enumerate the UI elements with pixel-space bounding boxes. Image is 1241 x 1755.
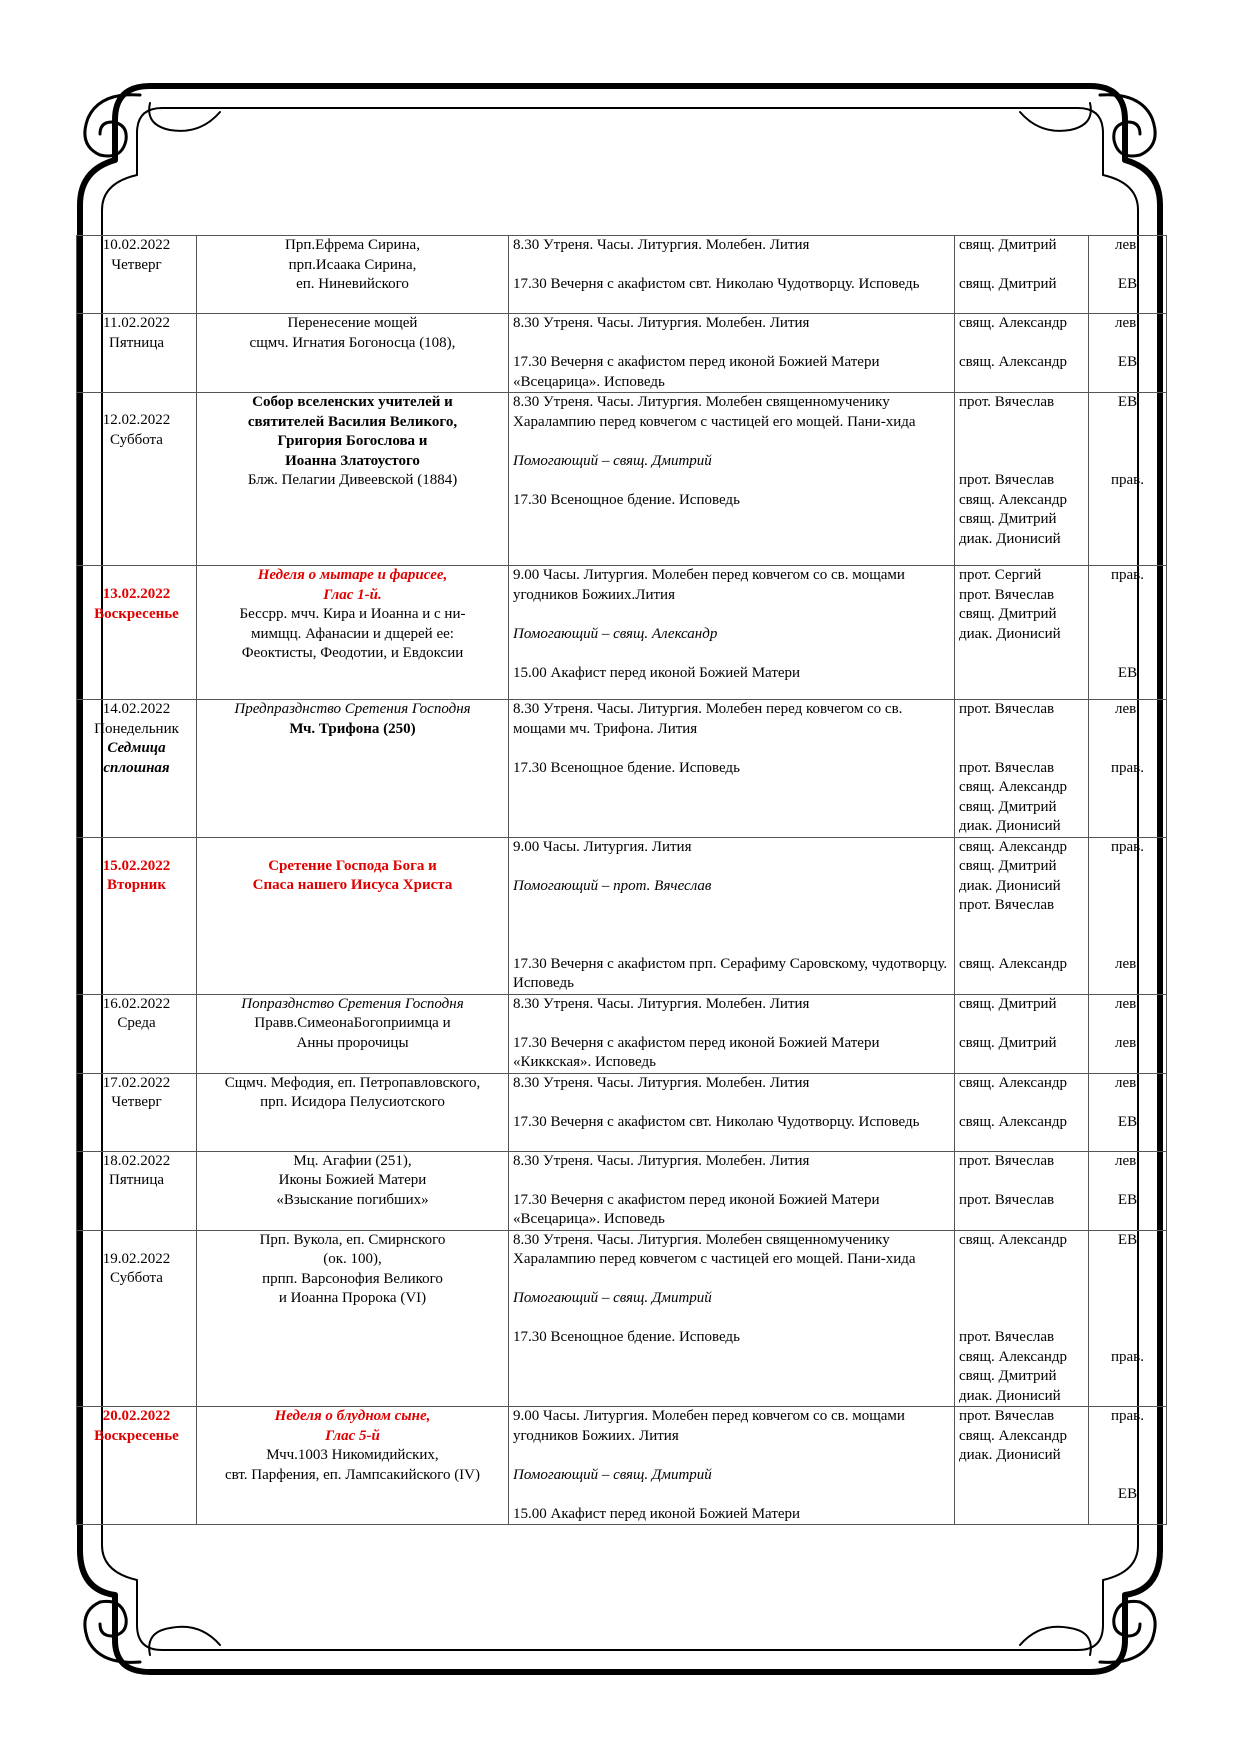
saint-line: мимщц. Афанасии и дщерей ее: [251,625,454,642]
service-text: 17.30 Вечерня с акафистом прп. Серафиму Саровскому, чудотворцу. Исповедь [513,955,948,991]
choir-label: ЕВ [1117,1231,1138,1248]
clergy-name: свящ. Александр [959,491,1068,508]
clergy-name: свящ. Дмитрий [959,276,1057,292]
saint-line: прп. Исидора Пелусиотского [260,1094,445,1110]
weekday: Вторник [107,877,166,893]
table-row [77,236,1167,314]
choir-label: лев. [1115,955,1140,972]
date: 14.02.2022 [102,701,171,717]
feast-title: Глас 5-й [325,1427,380,1444]
table-row [77,1151,1167,1230]
weekday: Среда [117,1015,156,1031]
saints-cell [197,1230,509,1407]
choir-label: ЕВ [1117,664,1138,681]
helper-note: Помогающий – свящ. Александр [513,625,718,642]
choir-label: прав. [1110,567,1145,583]
saint-line: Правв.СимеонаБогоприимца и [254,1015,451,1031]
feast-title: Григория Богослова и [277,433,428,449]
date-cell [77,236,197,314]
saint-line: и Иоанна Пророка (VI) [278,1290,427,1306]
service-text: 17.30 Вечерня с акафистом перед иконой Божией Матери «Всецарица». Исповедь [513,1191,880,1227]
clergy-name: прот. Сергий [959,567,1042,583]
clergy-cell [955,1230,1089,1407]
choir-cell [1089,393,1167,566]
clergy-cell [955,314,1089,393]
choir-label: лев. [1115,995,1140,1012]
choir-label: ЕВ [1117,1191,1138,1208]
choir-cell [1089,837,1167,994]
helper-note: Помогающий – прот. Вячеслав [513,877,712,894]
clergy-name: диак. Дионисий [959,877,1061,894]
clergy-name: свящ. Александр [959,1113,1068,1130]
saint-line: Иконы Божией Матери [278,1172,427,1188]
saints-cell [197,1407,509,1525]
saints-cell [197,700,509,838]
table-row [77,994,1167,1073]
service-text: 9.00 Часы. Литургия. Молебен перед ковчегом со св. мощами угодников Божиих.Лития [513,567,905,603]
clergy-name: свящ. Александр [959,1074,1068,1091]
clergy-name: свящ. Александр [959,1427,1068,1444]
saint-line: «Взыскание погибших» [276,1191,429,1208]
table-row [77,1230,1167,1407]
clergy-name: прот. Вячеслав [959,586,1055,603]
clergy-name: диак. Дионисий [959,1447,1061,1463]
service-text: 8.30 Утреня. Часы. Литургия. Молебен перед ковчегом со св. мощами мч. Трифона. Лития [513,701,903,737]
clergy-name: прот. Вячеслав [959,472,1055,488]
date-cell [77,1151,197,1230]
table-row [77,314,1167,393]
feast-title: Иоанна Златоустого [285,452,420,469]
feast-title: Неделя о мытаре и фарисее, [257,567,448,583]
clergy-name: свящ. Александр [959,838,1068,855]
saints-cell [197,994,509,1073]
saint-line: Мч. Трифона (250) [289,720,416,737]
date: 15.02.2022 [102,857,171,874]
clergy-name: свящ. Александр [959,1231,1068,1248]
clergy-cell [955,1407,1089,1525]
saint-line: Перенесение мощей [287,315,418,331]
choir-label: лев. [1115,237,1140,253]
clergy-name: прот. Вячеслав [959,701,1055,717]
services-cell [509,837,955,994]
weekday: Суббота [110,431,163,448]
clergy-cell [955,236,1089,314]
clergy-name: свящ. Дмитрий [959,798,1057,815]
service-text: 8.30 Утреня. Часы. Литургия. Молебен. Лития [513,315,810,331]
saint-line: Анны пророчицы [296,1034,409,1051]
date-cell [77,837,197,994]
clergy-name: прот. Вячеслав [959,394,1055,410]
table-row [77,1407,1167,1525]
choir-label: ЕВ [1117,354,1138,370]
service-text: 8.30 Утреня. Часы. Литургия. Молебен. Лития [513,1074,810,1091]
choir-cell [1089,700,1167,838]
helper-note: Помогающий – свящ. Дмитрий [513,1290,712,1306]
services-cell [509,393,955,566]
date: 11.02.2022 [103,315,170,331]
services-cell [509,236,955,314]
saint-line: Блж. Пелагии Дивеевской (1884) [247,472,458,488]
service-text: 17.30 Вечерня с акафистом перед иконой Божией Матери «Киккская». Исповедь [513,1034,880,1070]
choir-label: лев. [1115,701,1140,717]
clergy-name: свящ. Дмитрий [959,1368,1057,1384]
saint-line: Феоктисты, Феодотии, и Евдоксии [241,645,464,661]
choir-label: лев. [1115,1074,1140,1091]
weekday: Четверг [111,256,162,273]
date-cell [77,1230,197,1407]
choir-label: прав. [1110,838,1145,855]
clergy-name: прот. Вячеслав [959,759,1055,776]
clergy-name: свящ. Дмитрий [959,858,1057,874]
service-text: 8.30 Утреня. Часы. Литургия. Молебен. Лития [513,1152,810,1169]
service-text: 17.30 Вечерня с акафистом свт. Николаю Чудотворцу. Исповедь [513,276,920,292]
services-cell [509,700,955,838]
service-text: 17.30 Всенощное бдение. Исповедь [513,759,740,776]
saint-line: Мц. Агафии (251), [293,1152,412,1169]
choir-label: лев. [1115,1152,1140,1169]
weekday: Пятница [108,334,165,351]
feast-title: Спаса нашего Иисуса Христа [252,877,453,893]
helper-note: Помогающий – свящ. Дмитрий [513,1466,712,1483]
clergy-cell [955,994,1089,1073]
week-note: Седмица [107,740,166,756]
weekday: Понедельник [94,720,179,737]
saint-line: Мчч.1003 Никомидийских, [266,1447,439,1463]
clergy-name: прот. Вячеслав [959,897,1055,913]
saint-line: свт. Парфения, еп. Лампсакийского (IV) [224,1466,481,1483]
clergy-name: свящ. Александр [959,955,1068,972]
date-cell [77,994,197,1073]
date: 13.02.2022 [102,586,171,602]
saint-line: сщмч. Игнатия Богоносца (108), [249,334,456,351]
date: 16.02.2022 [102,995,171,1012]
clergy-name: свящ. Дмитрий [959,995,1057,1012]
feast-title: Неделя о блудном сыне, [274,1408,431,1424]
saint-line: прп.Исаака Сирина, [288,256,417,273]
choir-label: прав. [1110,759,1145,776]
choir-label: прав. [1110,1348,1145,1365]
table-row [77,566,1167,700]
weekday: Пятница [108,1172,165,1188]
date: 10.02.2022 [102,237,171,253]
table-row [77,1073,1167,1151]
choir-label: лев. [1115,1034,1140,1051]
saints-cell [197,837,509,994]
service-text: 9.00 Часы. Литургия. Лития [513,838,692,855]
saints-cell [197,1073,509,1151]
schedule-table [76,235,1167,1525]
saints-cell [197,236,509,314]
choir-label: прав. [1110,472,1145,488]
service-text: 8.30 Утреня. Часы. Литургия. Молебен священномученику Харалампию перед ковчегом с частицей его мощей. Пани-хида [513,394,916,430]
clergy-name: свящ. Дмитрий [959,1034,1057,1051]
date: 18.02.2022 [102,1152,171,1169]
choir-label: ЕВ [1117,394,1138,410]
service-text: 17.30 Вечерня с акафистом свт. Николаю Чудотворцу. Исповедь [513,1113,920,1130]
clergy-name: свящ. Александр [959,1348,1068,1365]
service-text: 17.30 Вечерня с акафистом перед иконой Божией Матери «Всецарица». Исповедь [513,354,880,390]
saint-line: (ок. 100), [323,1251,382,1267]
saints-cell [197,566,509,700]
clergy-cell [955,1073,1089,1151]
choir-cell [1089,314,1167,393]
clergy-cell [955,837,1089,994]
weekday: Воскресенье [94,1427,179,1444]
service-text: 15.00 Акафист перед иконой Божией Матери [513,1505,801,1522]
helper-note: Помогающий – свящ. Дмитрий [513,452,712,469]
clergy-name: прот. Вячеслав [959,1191,1055,1208]
services-cell [509,994,955,1073]
services-cell [509,1230,955,1407]
date-cell [77,1407,197,1525]
clergy-name: диак. Дионисий [959,530,1061,547]
saint-line: Прп. Вукола, еп. Смирнского [259,1231,446,1248]
date-cell [77,314,197,393]
services-cell [509,1073,955,1151]
saint-line: Бессрр. мчч. Кира и Иоанна и с ни- [239,606,466,622]
service-text: 17.30 Всенощное бдение. Исповедь [513,1329,740,1345]
clergy-name: прот. Вячеслав [959,1152,1055,1169]
choir-cell [1089,236,1167,314]
choir-cell [1089,566,1167,700]
clergy-name: прот. Вячеслав [959,1329,1055,1345]
feast-title: Собор вселенских учителей и [252,394,453,410]
clergy-name: диак. Дионисий [959,625,1061,642]
choir-label: ЕВ [1117,276,1138,292]
feast-title: Глас 1-й. [323,586,382,603]
saint-line: прпп. Варсонофия Великого [262,1270,443,1287]
clergy-cell [955,566,1089,700]
service-text: 15.00 Акафист перед иконой Божией Матери [513,664,801,681]
services-cell [509,566,955,700]
feast-note: Предпразднство Сретения Господня [234,701,471,717]
date: 19.02.2022 [102,1250,171,1267]
feast-note: Попразднство Сретения Господня [241,995,464,1012]
clergy-name: свящ. Дмитрий [959,606,1057,622]
clergy-cell [955,393,1089,566]
choir-cell [1089,994,1167,1073]
clergy-name: свящ. Александр [959,354,1068,370]
table-row [77,837,1167,994]
clergy-cell [955,700,1089,838]
services-cell [509,314,955,393]
table-row [77,700,1167,838]
date-cell [77,393,197,566]
date: 17.02.2022 [102,1074,171,1091]
clergy-name: свящ. Александр [959,315,1068,331]
choir-label: ЕВ [1117,1486,1138,1502]
service-text: 8.30 Утреня. Часы. Литургия. Молебен. Лития [513,995,810,1012]
choir-label: прав. [1110,1408,1145,1424]
choir-cell [1089,1407,1167,1525]
week-note: сплошная [103,759,170,776]
service-text: 8.30 Утреня. Часы. Литургия. Молебен священномученику Харалампию перед ковчегом с частицей его мощей. Пани-хида [513,1231,916,1267]
saints-cell [197,1151,509,1230]
saints-cell [197,314,509,393]
choir-label: лев. [1115,315,1140,331]
clergy-name: диак. Дионисий [959,818,1061,834]
service-text: 9.00 Часы. Литургия. Молебен перед ковчегом со св. мощами угодников Божиих. Лития [513,1408,905,1444]
date: 12.02.2022 [102,412,171,428]
service-text: 17.30 Всенощное бдение. Исповедь [513,491,740,508]
table-row [77,393,1167,566]
clergy-name: свящ. Дмитрий [959,511,1057,527]
services-cell [509,1407,955,1525]
clergy-name: свящ. Александр [959,779,1068,795]
feast-title: святителей Василия Великого, [247,413,458,430]
clergy-name: свящ. Дмитрий [959,237,1057,253]
saint-line: еп. Ниневийского [296,276,409,292]
clergy-cell [955,1151,1089,1230]
date-cell [77,566,197,700]
date-cell [77,700,197,838]
saints-cell [197,393,509,566]
feast-title: Сретение Господа Бога и [268,857,437,874]
date: 20.02.2022 [102,1408,171,1424]
weekday: Воскресенье [94,605,179,622]
choir-cell [1089,1151,1167,1230]
service-text: 8.30 Утреня. Часы. Литургия. Молебен. Лития [513,237,810,253]
clergy-name: диак. Дионисий [959,1387,1061,1404]
choir-label: ЕВ [1117,1113,1138,1130]
saint-line: Сщмч. Мефодия, еп. Петропавловского, [224,1074,481,1091]
weekday: Суббота [110,1270,163,1286]
choir-cell [1089,1073,1167,1151]
services-cell [509,1151,955,1230]
saint-line: Прп.Ефрема Сирина, [285,237,420,253]
choir-cell [1089,1230,1167,1407]
clergy-name: прот. Вячеслав [959,1408,1055,1424]
date-cell [77,1073,197,1151]
weekday: Четверг [111,1094,162,1110]
